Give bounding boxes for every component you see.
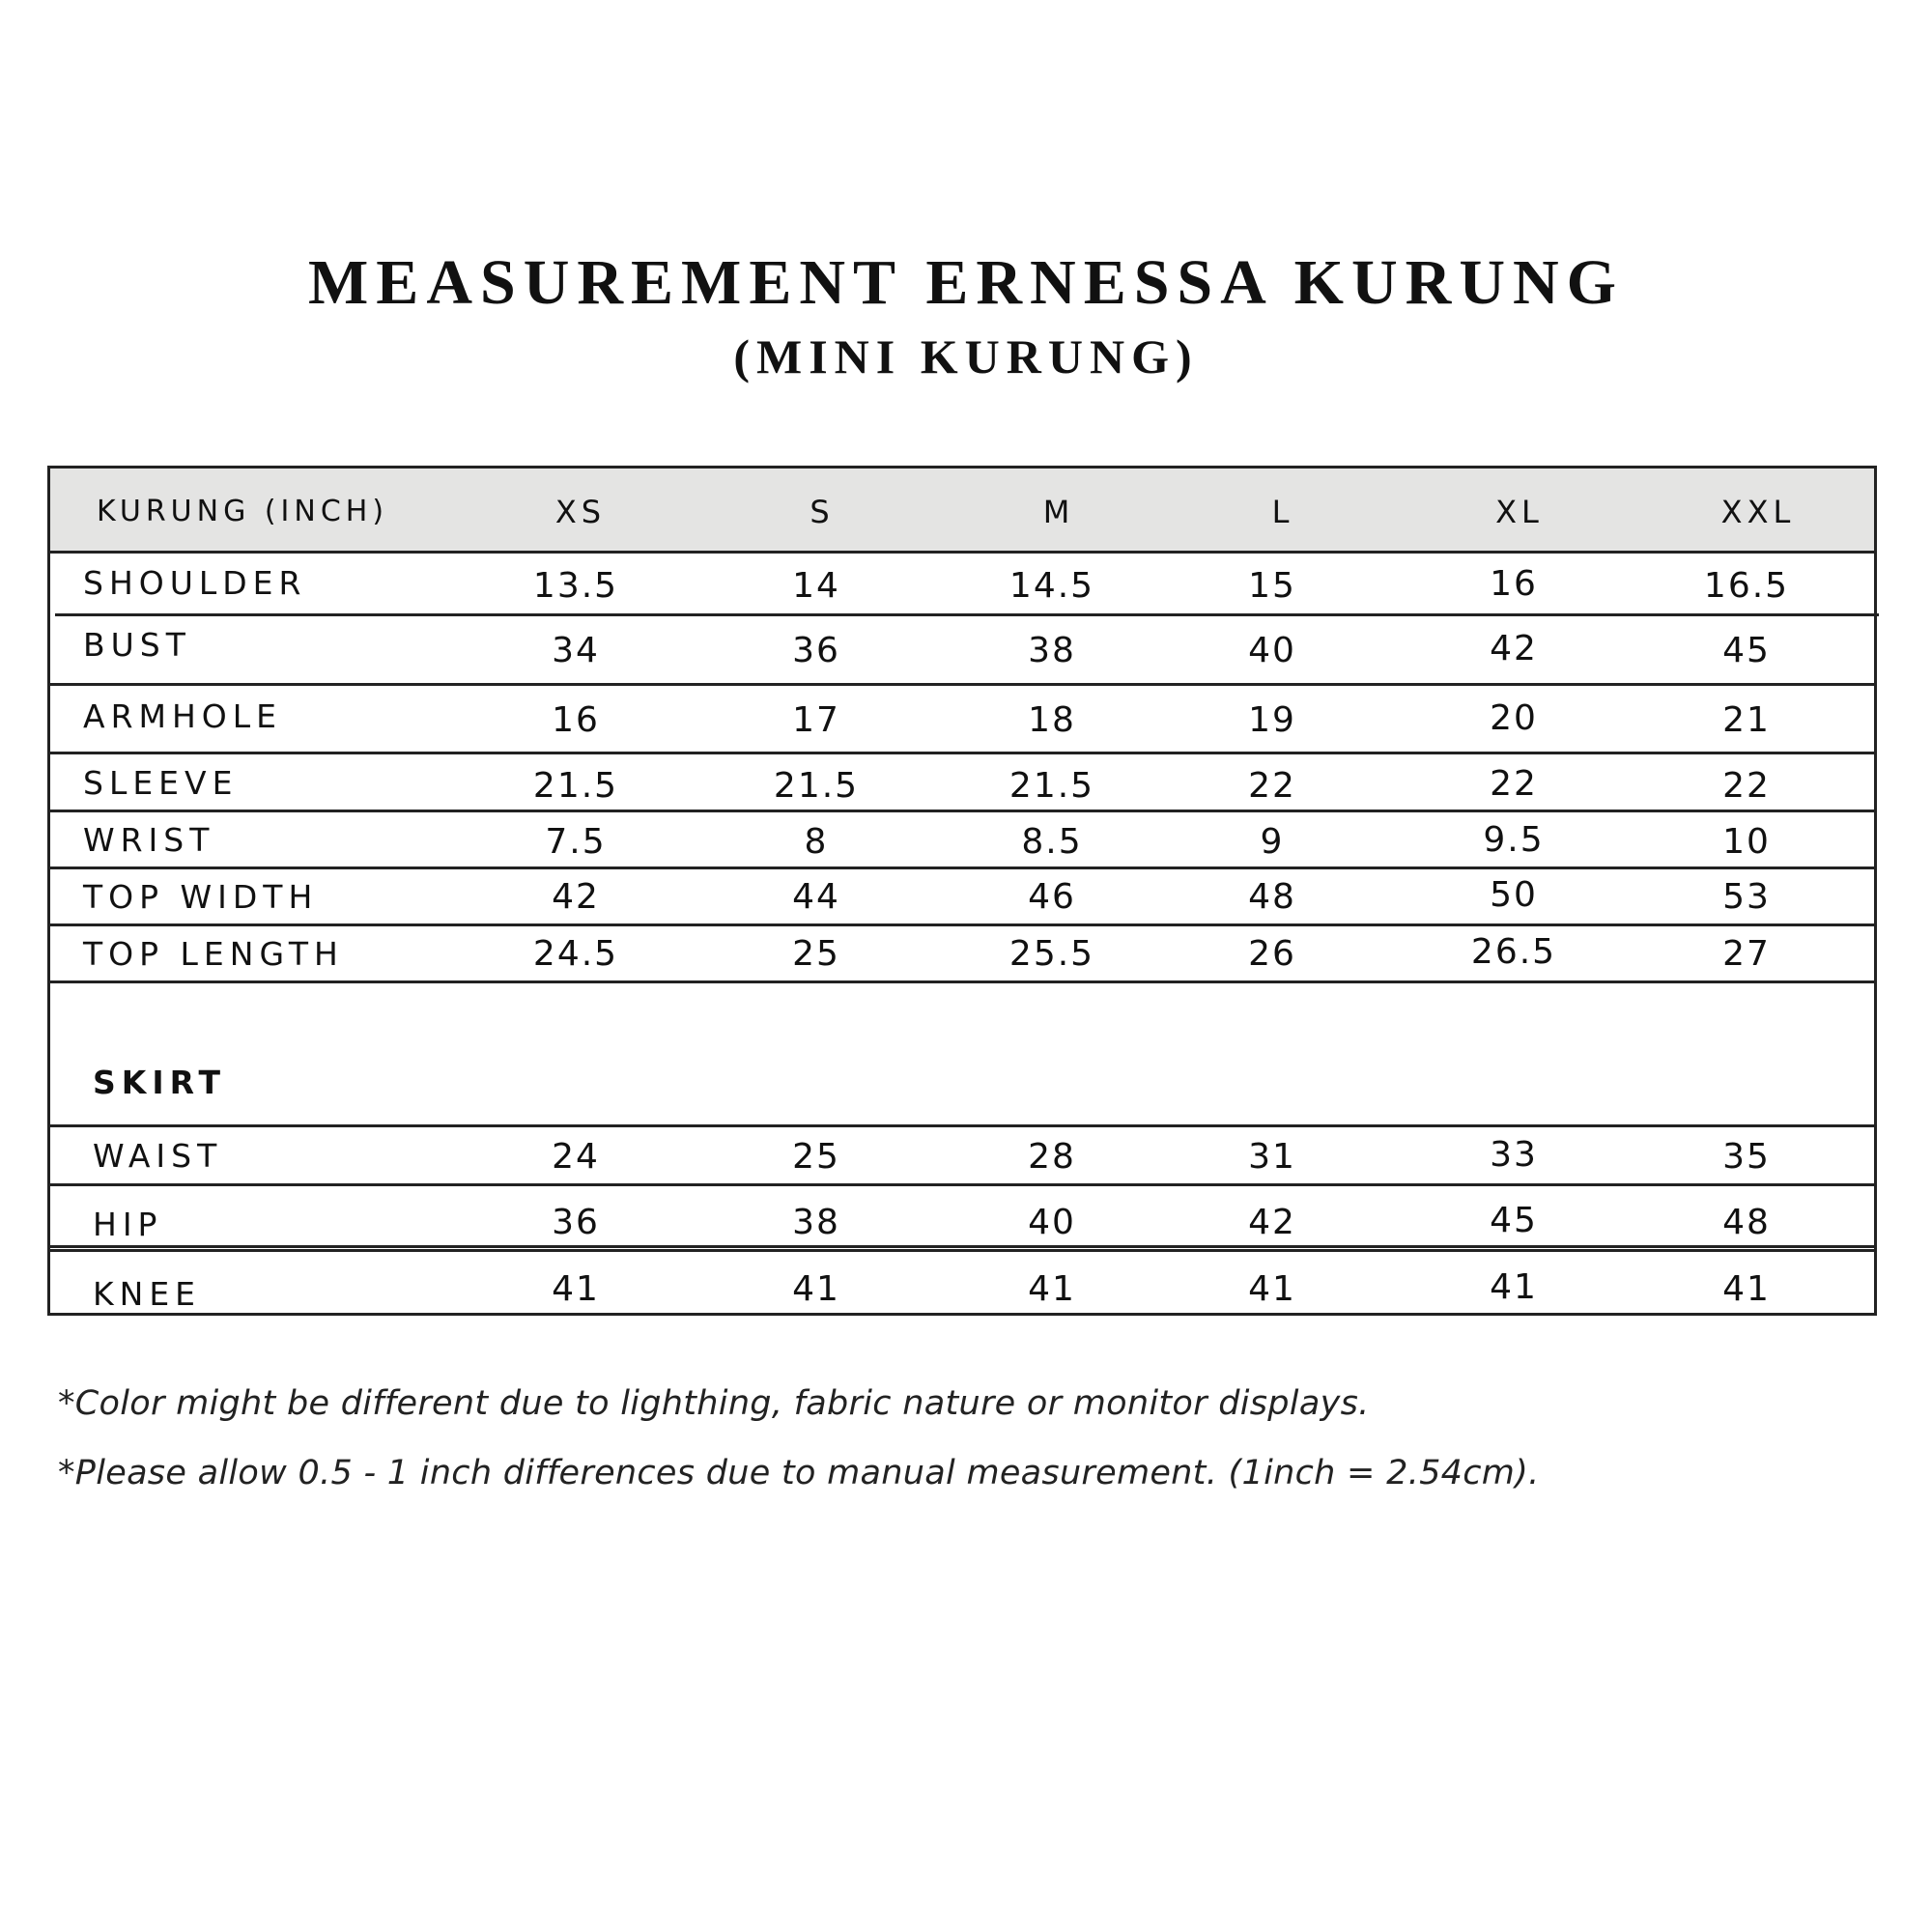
size-header-s: S <box>810 494 835 530</box>
value-cell: 25 <box>792 1137 840 1177</box>
row-divider <box>50 980 1874 983</box>
row-label-top-length: TOP LENGTH <box>83 935 344 973</box>
value-cell: 31 <box>1248 1137 1296 1177</box>
size-header-xxl: XXL <box>1720 494 1796 530</box>
value-cell: 35 <box>1722 1137 1771 1177</box>
value-cell: 18 <box>1028 700 1076 740</box>
value-cell: 36 <box>792 631 840 670</box>
value-cell: 22 <box>1722 766 1771 806</box>
value-cell: 16 <box>552 700 600 740</box>
value-cell: 44 <box>792 877 840 917</box>
value-cell: 27 <box>1722 934 1771 974</box>
value-cell: 13.5 <box>532 566 619 606</box>
value-cell: 25 <box>792 934 840 974</box>
row-label-sleeve: SLEEVE <box>83 764 239 802</box>
value-cell: 34 <box>552 631 600 670</box>
value-cell: 14 <box>792 566 840 606</box>
value-cell: 21.5 <box>532 766 619 806</box>
value-cell: 24.5 <box>532 934 619 974</box>
value-cell: 38 <box>1028 631 1076 670</box>
page-title: MEASUREMENT ERNESSA KURUNG <box>308 247 1624 318</box>
value-cell: 42 <box>1490 629 1538 668</box>
value-cell: 17 <box>792 700 840 740</box>
row-divider <box>50 867 1874 869</box>
section-label-skirt: SKIRT <box>93 1064 227 1101</box>
value-cell: 15 <box>1248 566 1296 606</box>
value-cell: 9 <box>1260 822 1285 862</box>
row-divider <box>50 810 1874 812</box>
value-cell: 21 <box>1722 700 1771 740</box>
header-label: KURUNG (INCH) <box>97 495 389 528</box>
row-label-hip: HIP <box>93 1206 163 1243</box>
value-cell: 22 <box>1248 766 1296 806</box>
value-cell: 48 <box>1248 877 1296 917</box>
value-cell: 19 <box>1248 700 1296 740</box>
note-color-disclaimer: *Color might be different due to lighthing, fabric nature or monitor displays. <box>58 1384 1370 1423</box>
row-label-waist: WAIST <box>93 1137 223 1175</box>
size-header-m: M <box>1042 494 1075 530</box>
row-label-shoulder: SHOULDER <box>83 564 307 602</box>
value-cell: 8 <box>804 822 829 862</box>
value-cell: 41 <box>1490 1267 1538 1307</box>
value-cell: 25.5 <box>1009 934 1095 974</box>
row-divider <box>50 683 1874 686</box>
value-cell: 10 <box>1722 822 1771 862</box>
row-label-top-width: TOP WIDTH <box>83 878 319 916</box>
row-label-knee: KNEE <box>93 1275 202 1313</box>
size-header-xs: XS <box>554 494 607 530</box>
value-cell: 26.5 <box>1470 932 1557 972</box>
value-cell: 14.5 <box>1009 566 1095 606</box>
row-divider <box>50 752 1874 754</box>
value-cell: 28 <box>1028 1137 1076 1177</box>
note-measurement-tolerance: *Please allow 0.5 - 1 inch differences due to manual measurement. (1inch = 2.54cm). <box>58 1454 1540 1492</box>
value-cell: 16.5 <box>1703 566 1790 606</box>
size-header-xl: XL <box>1495 494 1544 530</box>
value-cell: 42 <box>552 877 600 917</box>
size-chart-table <box>47 466 1877 1316</box>
value-cell: 21.5 <box>1009 766 1095 806</box>
value-cell: 36 <box>552 1203 600 1242</box>
value-cell: 16 <box>1490 564 1538 604</box>
row-divider <box>55 613 1879 616</box>
value-cell: 41 <box>1248 1269 1296 1309</box>
row-divider <box>50 1249 1874 1252</box>
value-cell: 48 <box>1722 1203 1771 1242</box>
value-cell: 40 <box>1028 1203 1076 1242</box>
row-label-wrist: WRIST <box>83 821 215 859</box>
value-cell: 24 <box>552 1137 600 1177</box>
value-cell: 40 <box>1248 631 1296 670</box>
page-subtitle: (MINI KURUNG) <box>733 329 1199 384</box>
value-cell: 41 <box>552 1269 600 1309</box>
table-header <box>50 469 1874 554</box>
row-divider <box>50 1245 1874 1248</box>
value-cell: 46 <box>1028 877 1076 917</box>
value-cell: 7.5 <box>545 822 607 862</box>
value-cell: 41 <box>792 1269 840 1309</box>
row-divider <box>50 923 1874 926</box>
value-cell: 26 <box>1248 934 1296 974</box>
value-cell: 45 <box>1490 1201 1538 1240</box>
value-cell: 9.5 <box>1483 820 1545 860</box>
value-cell: 41 <box>1028 1269 1076 1309</box>
value-cell: 53 <box>1722 877 1771 917</box>
value-cell: 45 <box>1722 631 1771 670</box>
row-label-armhole: ARMHOLE <box>83 697 283 735</box>
value-cell: 33 <box>1490 1135 1538 1175</box>
value-cell: 8.5 <box>1021 822 1083 862</box>
row-divider <box>50 1183 1874 1186</box>
value-cell: 41 <box>1722 1269 1771 1309</box>
row-label-bust: BUST <box>83 626 191 664</box>
value-cell: 20 <box>1490 698 1538 738</box>
value-cell: 42 <box>1248 1203 1296 1242</box>
size-header-l: L <box>1271 494 1294 530</box>
row-divider <box>50 1124 1874 1127</box>
value-cell: 38 <box>792 1203 840 1242</box>
value-cell: 22 <box>1490 764 1538 804</box>
value-cell: 21.5 <box>773 766 860 806</box>
value-cell: 50 <box>1490 875 1538 915</box>
